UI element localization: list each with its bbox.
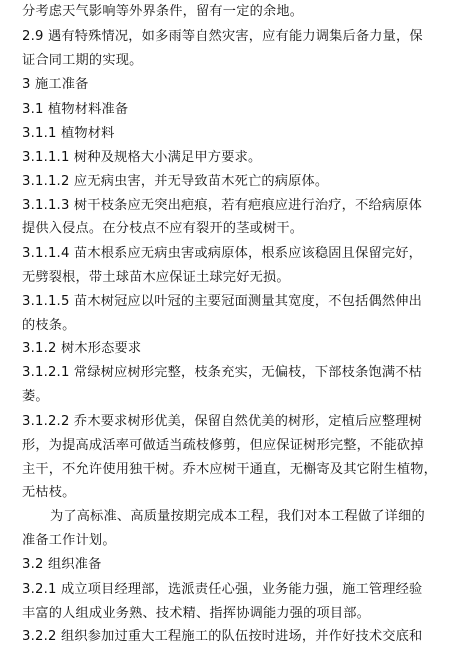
subsection-heading-3-1-2: 3.1.2 树木形态要求 (22, 341, 142, 356)
subsection-heading-3-2: 3.2 组织准备 (22, 557, 102, 572)
text-line-26: 丰富的人组成业务熟、技术精、指挥协调能力强的项目部。 (22, 606, 371, 621)
text-line-1: 分考虑天气影响等外界条件，留有一定的余地。 (22, 4, 304, 19)
text-line-22: 为了高标准、高质量按期完成本工程，我们对本工程做了详细的 (50, 509, 425, 524)
subsection-heading-3-1-1: 3.1.1 植物材料 (22, 126, 115, 141)
text-line-11: 3.1.1.4 苗木根系应无病虫害或病原体，根系应该稳固且保留完好， (22, 246, 423, 261)
text-line-20: 主干，不允许使用独干树。乔木应树干通直，无槲寄及其它附生植物， (22, 462, 438, 477)
text-line-19: 形，为提高成活率可做适当疏枝修剪，但应保证树形完整，不能砍掉 (22, 438, 424, 453)
text-line-18: 3.1.2.2 乔木要求树形优美，保留自然优美的树形，定植后应整理树 (22, 414, 423, 429)
text-line-21: 无枯枝。 (22, 485, 76, 500)
subsection-heading-3-1: 3.1 植物材料准备 (22, 102, 129, 117)
text-line-12: 无劈裂根，带土球苗木应保证土球完好无损。 (22, 270, 290, 285)
text-line-17: 萎。 (22, 389, 49, 404)
text-line-23: 准备工作计划。 (22, 533, 116, 548)
text-line-27: 3.2.2 组织参加过重大工程施工的队伍按时进场，并作好技术交底和 (22, 629, 423, 644)
text-line-7: 3.1.1.1 树种及规格大小满足甲方要求。 (22, 150, 262, 165)
text-line-3: 证合同工期的实现。 (22, 53, 143, 68)
text-line-10: 提供入侵点。在分枝点不应有裂开的茎或树干。 (22, 221, 304, 236)
text-line-13: 3.1.1.5 苗木树冠应以叶冠的主要冠面测量其宽度，不包括偶然伸出 (22, 294, 423, 309)
text-line-16: 3.1.2.1 常绿树应树形完整，枝条充实，无偏枝，下部枝条饱满不枯 (22, 365, 423, 380)
text-line-25: 3.2.1 成立项目经理部，选派责任心强，业务能力强，施工管理经验 (22, 582, 423, 597)
text-line-14: 的枝条。 (22, 318, 76, 333)
text-line-9: 3.1.1.3 树干枝条应无突出疤痕，若有疤痕应进行治疗，不给病原体 (22, 198, 423, 213)
text-line-2: 2.9 遇有特殊情况，如多雨等自然灾害，应有能力调集后备力量，保 (22, 29, 423, 44)
text-line-8: 3.1.1.2 应无病虫害，并无导致苗木死亡的病原体。 (22, 174, 329, 189)
section-heading-3: 3 施工准备 (22, 77, 89, 92)
